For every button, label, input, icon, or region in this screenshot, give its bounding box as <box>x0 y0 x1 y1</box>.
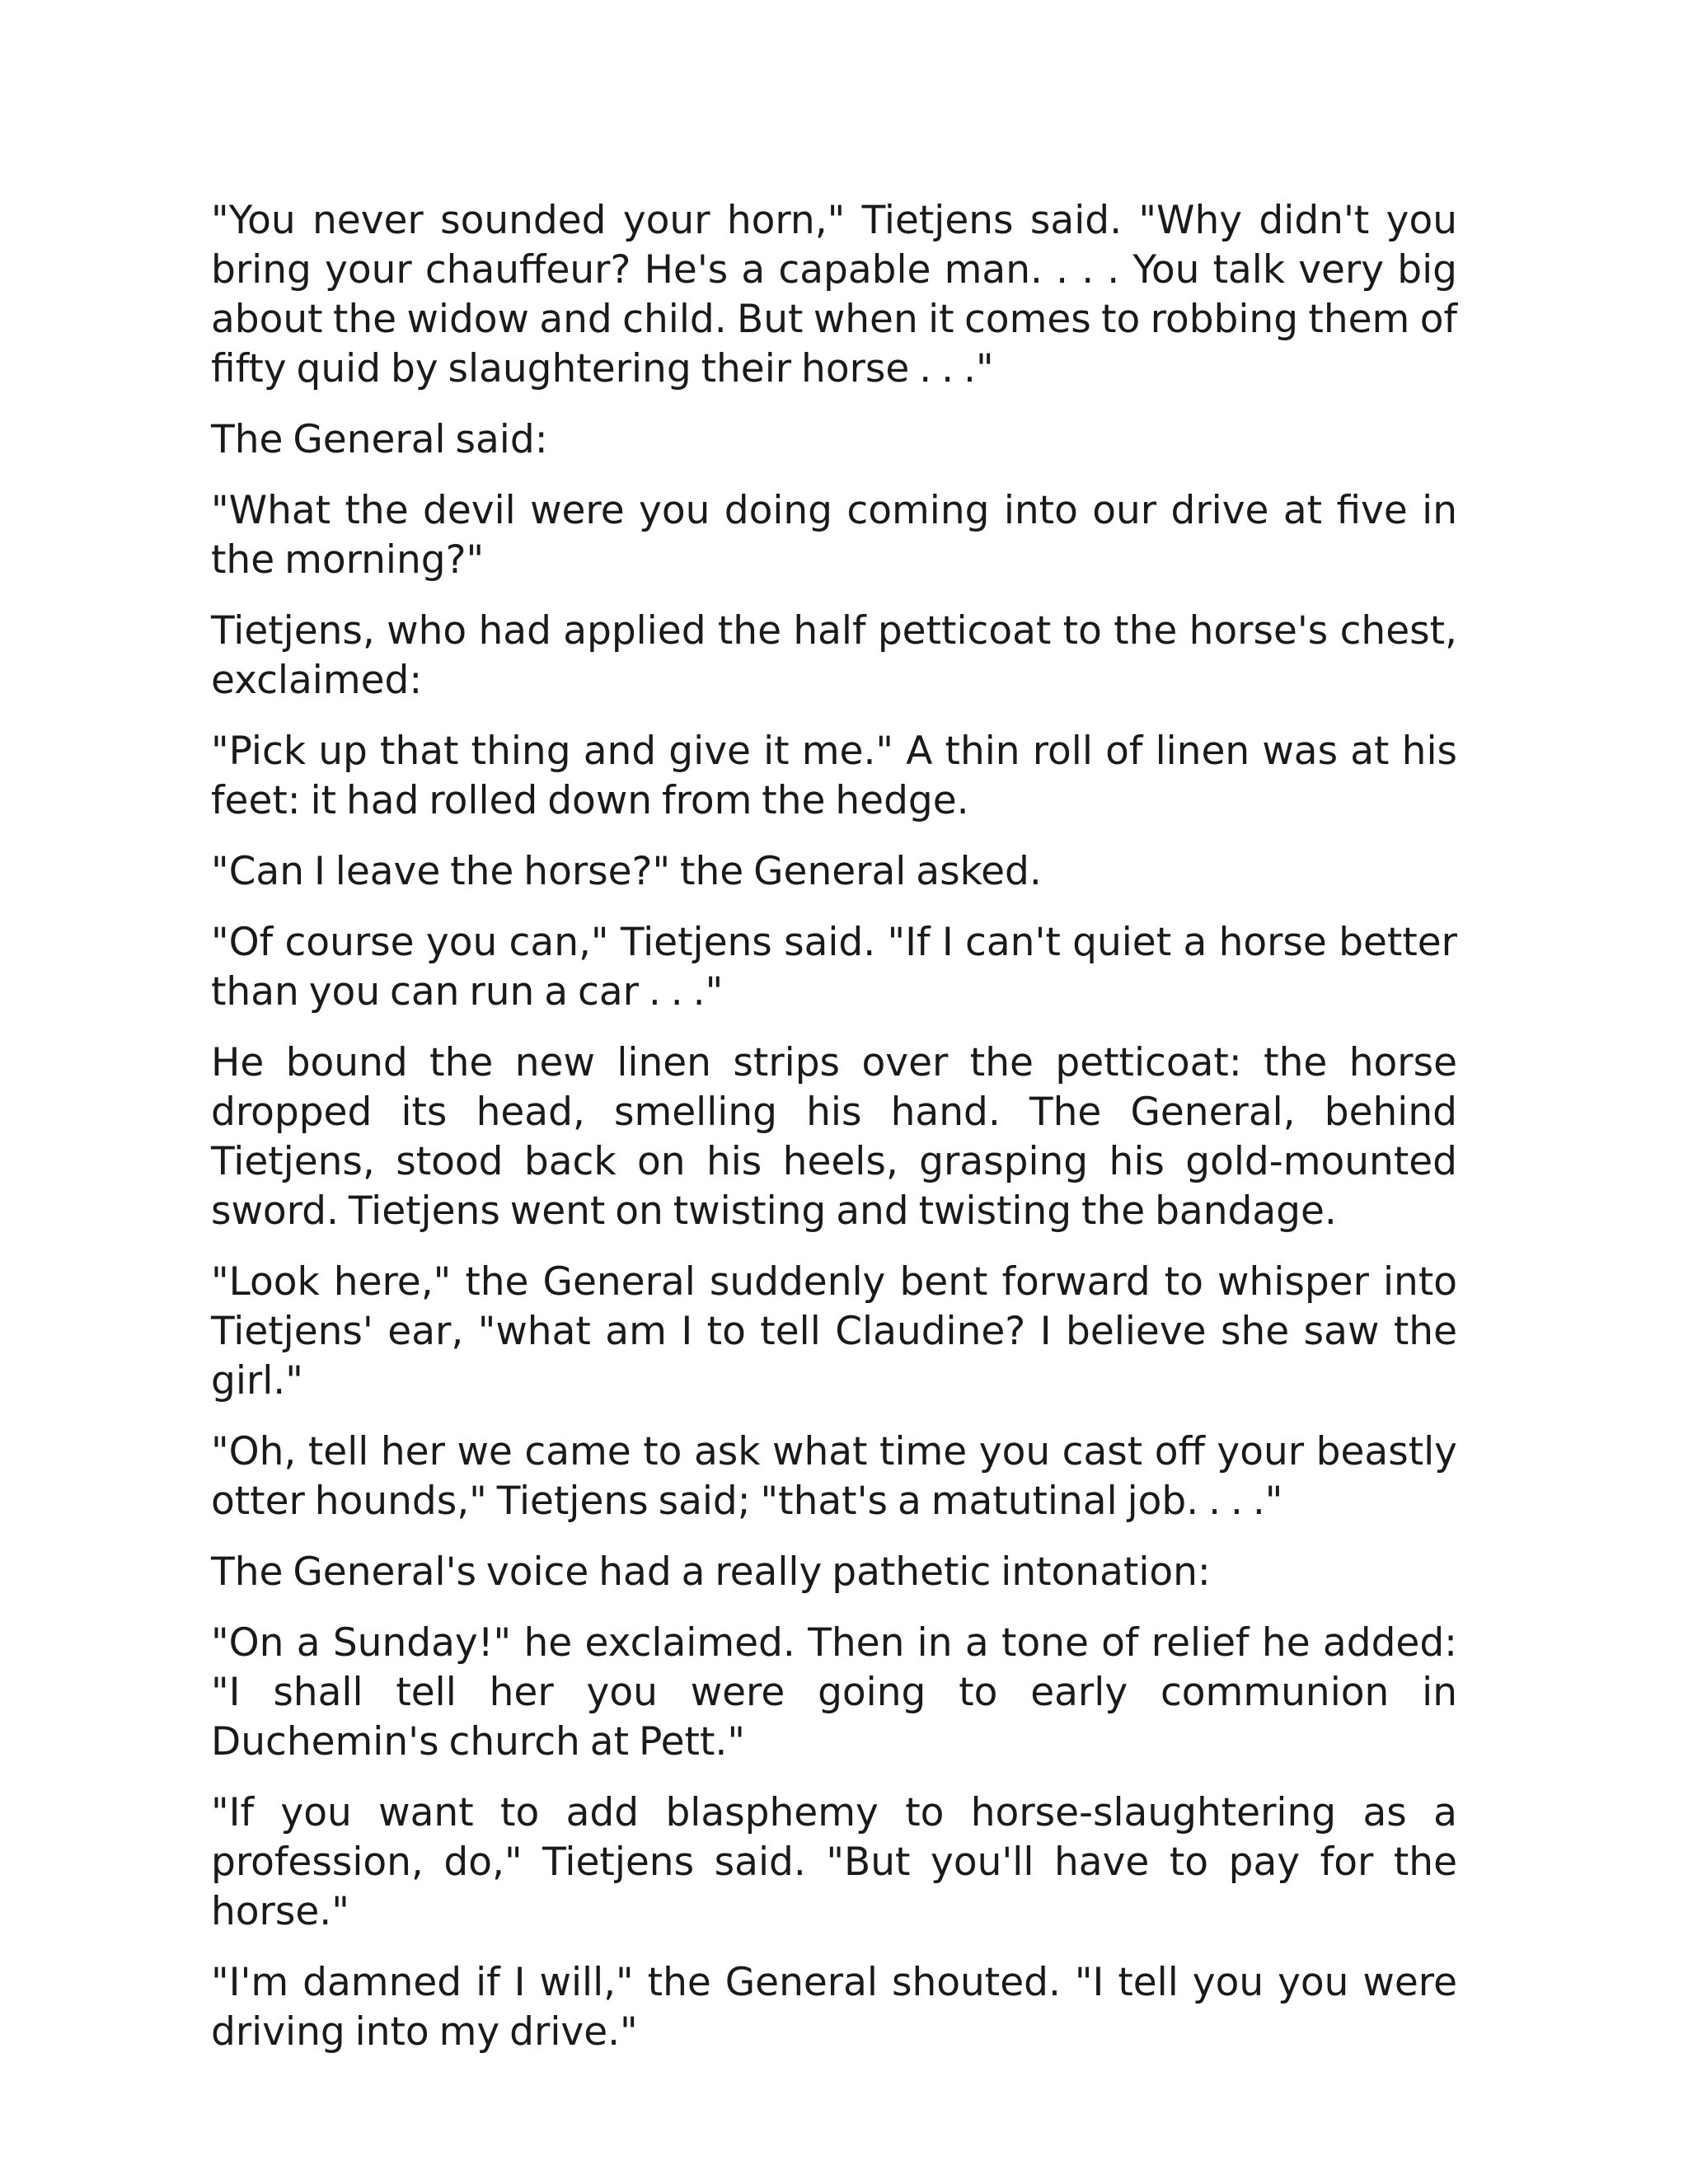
paragraph-4: Tietjens, who had applied the half petticoat to the horse's chest, exclaimed: <box>211 608 1457 703</box>
paragraph-12: "On a Sunday!" he exclaimed. Then in a tone of relief he added: "I shall tell her you were going to early communion in Duchemin's church at Pett." <box>211 1620 1457 1765</box>
paragraph-13: "If you want to add blasphemy to horse-slaughtering as a profession, do," Tietjens said. "But you'll have to pay for the horse." <box>211 1790 1457 1934</box>
paragraph-14: "I'm damned if I will," the General shouted. "I tell you you were driving into my drive." <box>211 1960 1457 2055</box>
paragraph-2: The General said: <box>211 417 548 462</box>
paragraph-6: "Can I leave the horse?" the General asked. <box>211 849 1042 894</box>
paragraph-8: He bound the new linen strips over the petticoat: the horse dropped its head, smelling his hand. The General, behind Tietjens, stood back on his heels, grasping his gold-mounted sword. Tietjens went on twisting and twisting the bandage. <box>211 1040 1457 1234</box>
body-text <box>211 196 1457 2079</box>
paragraph-1: "You never sounded your horn," Tietjens said. "Why didn't you bring your chauffeur? He's a capable man. . . . You talk very big about the widow and child. But when it comes to robbing them of fifty quid by slaughtering their horse . . ." <box>211 198 1457 391</box>
paragraph-5: "Pick up that thing and give it me." A thin roll of linen was at his feet: it had rolled down from the hedge. <box>211 729 1457 823</box>
paragraph-9: "Look here," the General suddenly bent forward to whisper into Tietjens' ear, "what am I to tell Claudine? I believe she saw the girl." <box>211 1259 1457 1404</box>
paragraph-7: "Of course you can," Tietjens said. "If I can't quiet a horse better than you can run a car . . ." <box>211 920 1457 1015</box>
paragraph-3: "What the devil were you doing coming into our drive at five in the morning?" <box>211 488 1457 583</box>
paragraph-11: The General's voice had a really pathetic intonation: <box>211 1549 1211 1595</box>
paragraph-10: "Oh, tell her we came to ask what time you cast off your beastly otter hounds," Tietjens said; "that's a matutinal job. . . ." <box>211 1429 1457 1524</box>
